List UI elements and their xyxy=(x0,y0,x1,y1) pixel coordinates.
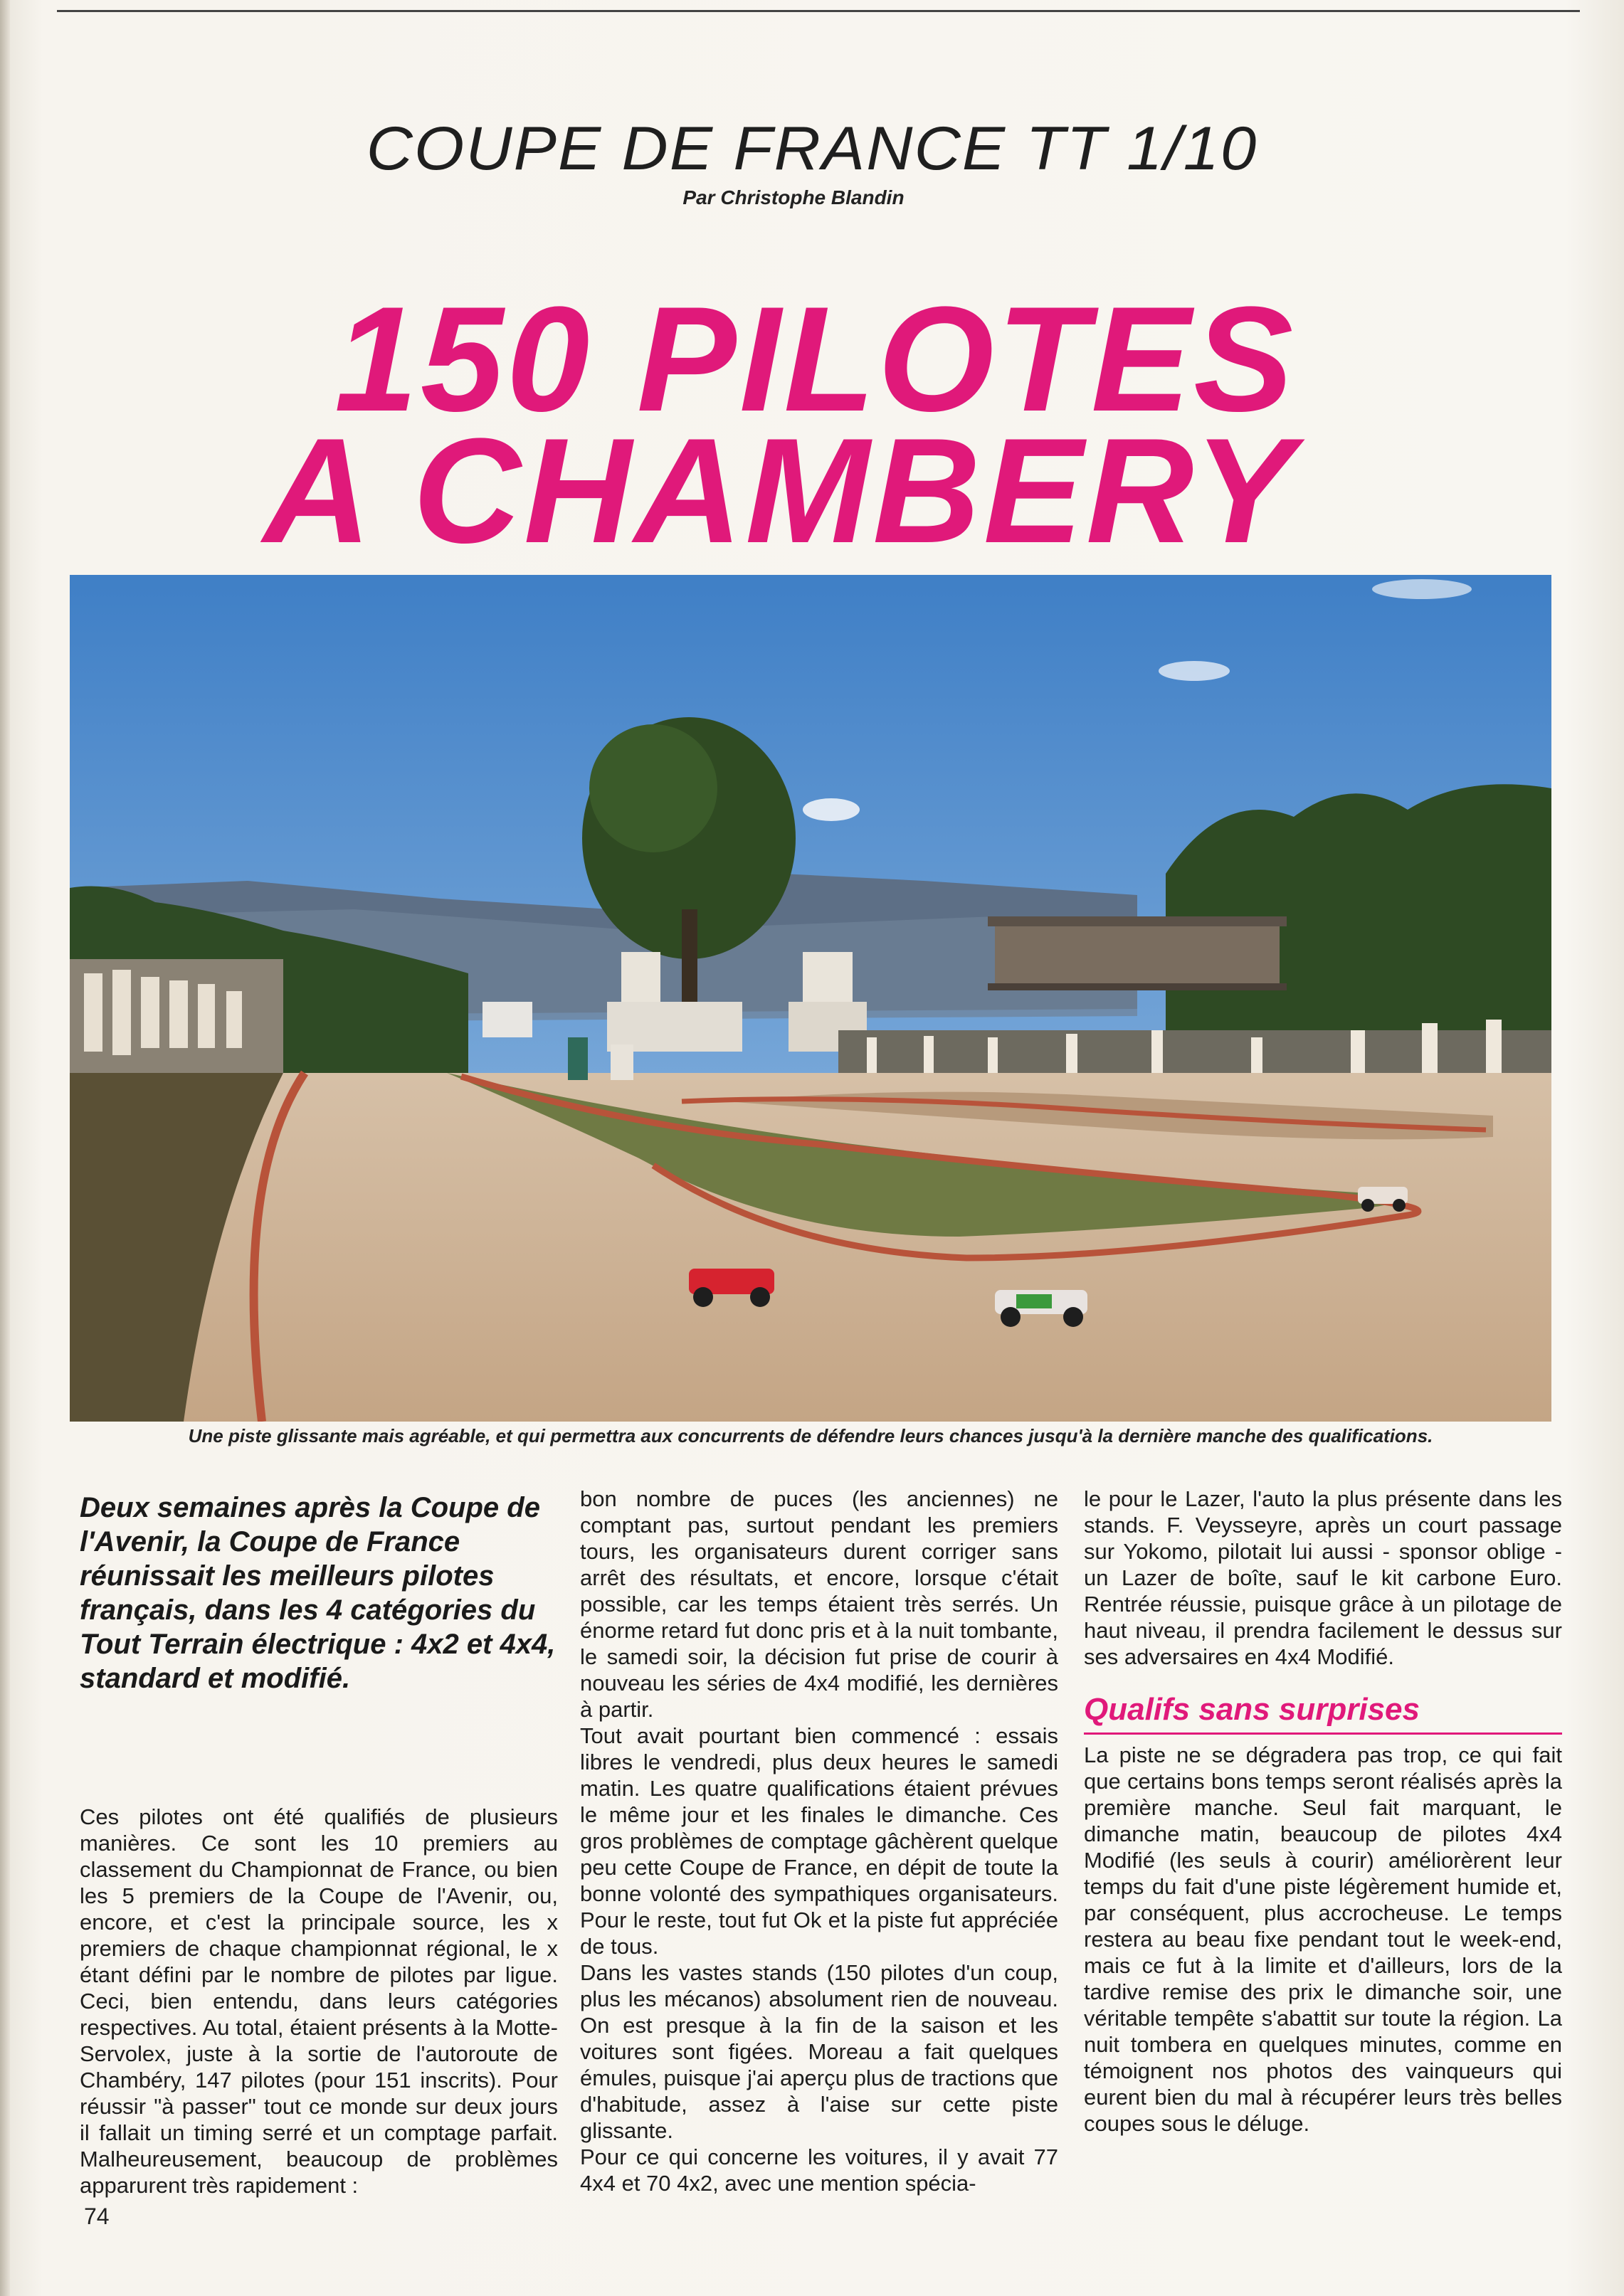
column-3 xyxy=(1084,1486,1562,2137)
kicker-title: COUPE DE FRANCE TT 1/10 xyxy=(366,115,1258,183)
body-paragraph: Dans les vastes stands (150 pilotes d'un coup, plus les mécanos) absolument rien de nouveau. On est presque à la fin de la saison et les voitures sont figées. Moreau a fait quelques émules, puisque j'ai aperçu plus de tractions que d'habitude, assez à l'aise sur cette piste glissante. xyxy=(580,1960,1058,2143)
page-spine xyxy=(0,0,10,2296)
body-paragraph: La piste ne se dégradera pas trop, ce qui fait que certains bons temps seront réalisés après la première manche. Seul fait marquant, le dimanche matin, beaucoup de pilotes 4x4 Modifié (les seuls à courir) améliorèrent leur temps du fait d'une piste légèrement humide et, par conséquent, plus accrocheuse. Le temps restera au beau fixe pendant tout le week-end, mais ce fut à la limite et d'ailleurs, lors de la tardive remise des prix le dimanche soir, une véritable tempête s'abattit sur toute la région. La nuit tombera en quelques minutes, comme en témoignent nos photos des vainqueurs qui eurent bien du mal à récupérer leurs très belles coupes sous le déluge. xyxy=(1084,1742,1562,2136)
race-track-photo xyxy=(70,575,1551,1422)
body-paragraph: le pour le Lazer, l'auto la plus présente dans les stands. F. Veysseyre, après un court passage sur Yokomo, pilotait lui aussi - sponsor oblige - un Lazer de boîte, sauf le kit carbone Euro. Rentrée réussie, puisque grâce à un pilotage de haut niveau, il prendra facilement le dessus sur ses adversaires en 4x4 Modifié. xyxy=(1084,1486,1562,1669)
column-2 xyxy=(580,1486,1058,2196)
photo-caption: Une piste glissante mais agréable, et qui permettra aux concurrents de défendre leurs chances jusqu'à la dernière manche des qualifications. xyxy=(188,1425,1433,1446)
top-rule xyxy=(57,10,1580,12)
headline-line-2: A CHAMBERY xyxy=(263,407,1297,574)
body-paragraph: Ces pilotes ont été qualifiés de plusieurs manières. Ce sont les 10 premiers au classement du Championnat de France, ou bien les 5 premiers de la Coupe de l'Avenir, ou, encore, et c'est la principale source, les x premiers de chaque championnat régional, le x étant défini par le nombre de pilotes par ligue. Ceci, bien entendu, dans leurs catégories respectives. Au total, étaient présents à la Motte-Servolex, juste à la sortie de l'autoroute de Chambéry, 147 pilotes (pour 151 inscrits). Pour réussir "à passer" tout ce monde sur deux jours il fallait un timing serré et un comptage parfait. Malheureusement, beaucoup de problèmes apparurent très rapidement : xyxy=(80,1804,558,2198)
section-subhead: Qualifs sans surprises xyxy=(1084,1690,1562,1735)
body-paragraph: bon nombre de puces (les anciennes) ne comptant pas, surtout pendant les premiers tours, les organisateurs durent corriger sans arrêt des résultats, et encore, lorsque c'était possible, car les temps étaient très serrés. Un énorme retard fut donc pris et à la nuit tombante, le samedi soir, la décision fut prise de courir à nouveau les séries de 4x4 modifié, les dernières à partir. xyxy=(580,1486,1058,1722)
body-paragraph: Tout avait pourtant bien commencé : essais libres le vendredi, plus deux heures le samedi matin. Les quatre qualifications étaient prévues le même jour et les finales le dimanche. Ces gros problèmes de comptage gâchèrent quelque peu cette Coupe de France, en dépit de toute la bonne volonté des sympathiques organisateurs. Pour le reste, tout fut Ok et la piste fut appréciée de tous. xyxy=(580,1723,1058,1959)
headline-line-1: 150 PILOTES xyxy=(334,275,1297,443)
body-paragraph: Pour ce qui concerne les voitures, il y avait 77 4x4 et 70 4x2, avec une mention spécia- xyxy=(580,2144,1058,2196)
column-1 xyxy=(80,1804,558,2199)
page-number: 74 xyxy=(84,2204,110,2229)
lead-paragraph: Deux semaines après la Coupe de l'Avenir, la Coupe de France réunissait les meilleurs pilotes français, dans les 4 catégories du Tout Terrain électrique : 4x2 et 4x4, standard et modifié. xyxy=(80,1492,556,1694)
byline: Par Christophe Blandin xyxy=(682,186,905,208)
